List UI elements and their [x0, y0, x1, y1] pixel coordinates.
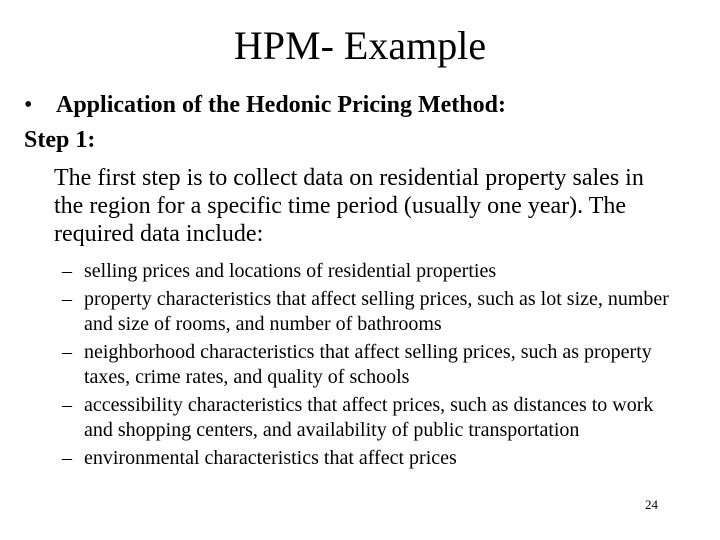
list-item [62, 287, 687, 337]
slide-title: HPM- Example [233, 23, 487, 68]
list-item-text: neighborhood characteristics that affect selling prices, such as property taxes, crime rates, and quality of schools [84, 341, 652, 388]
dash-marker: – [62, 447, 72, 469]
dash-marker: – [62, 394, 72, 416]
step-paragraph: The first step is to collect data on residential property sales in the region for a specific time period (usually one year). The required data include: [54, 165, 644, 247]
list-item [62, 446, 687, 471]
dash-marker: – [62, 341, 72, 363]
bullet-marker: • [24, 92, 33, 118]
list-item [62, 259, 687, 284]
list-item-text: selling prices and locations of residential properties [84, 260, 497, 282]
list-item [62, 340, 687, 390]
bullet-text: Application of the Hedonic Pricing Method: [56, 92, 506, 118]
data-requirements-list [62, 259, 687, 474]
main-bullet [24, 90, 506, 120]
list-item-text: property characteristics that affect selling prices, such as lot size, number and size of rooms, and number of bathrooms [84, 288, 669, 335]
dash-marker: – [62, 260, 72, 282]
list-item [62, 393, 687, 443]
page-number: 24 [645, 497, 658, 512]
dash-marker: – [62, 288, 72, 310]
list-item-text: environmental characteristics that affect prices [84, 447, 457, 469]
list-item-text: accessibility characteristics that affect prices, such as distances to work and shopping centers, and availability of public transportation [84, 394, 654, 441]
step-label: Step 1: [24, 127, 96, 153]
